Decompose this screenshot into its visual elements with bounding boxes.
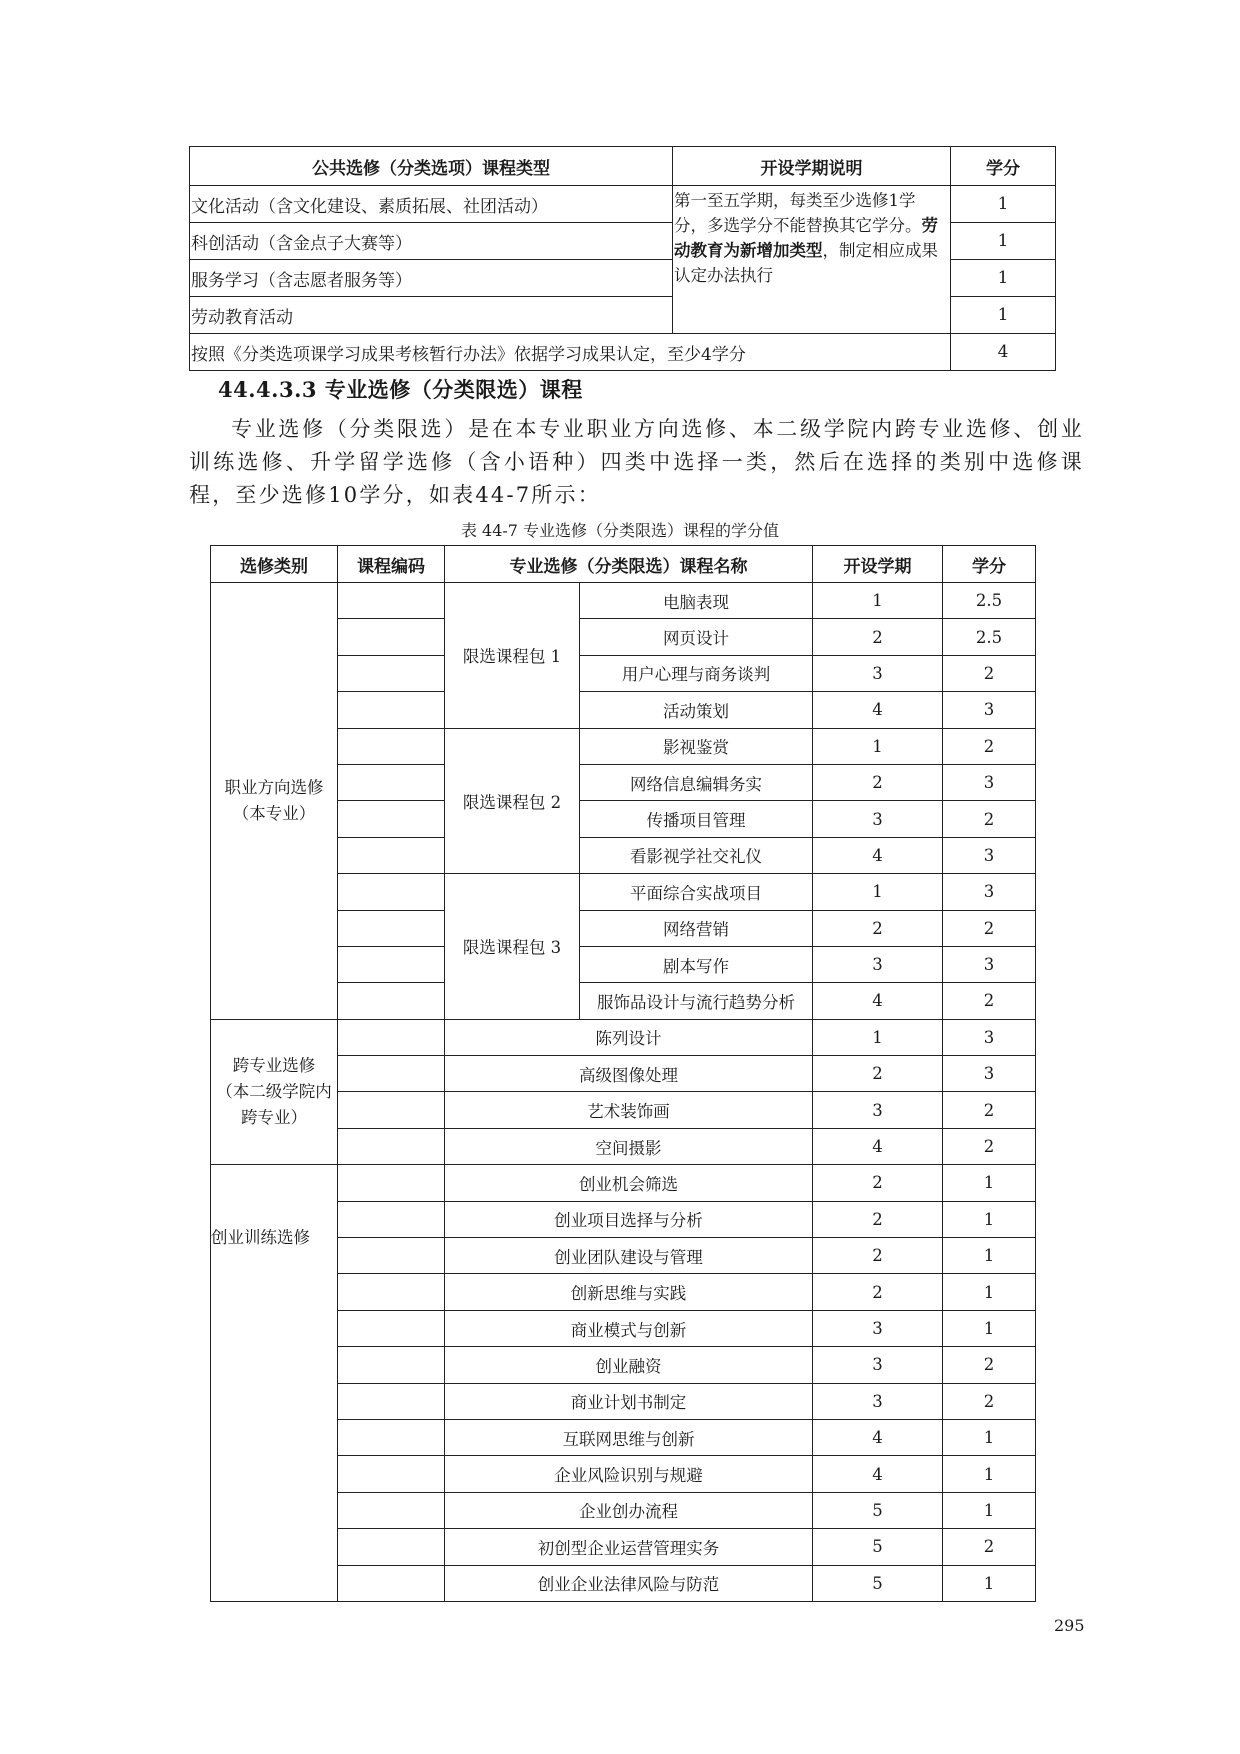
t2-course-name: 网络营销 xyxy=(580,910,813,946)
t2-course-name: 企业风险识别与规避 xyxy=(445,1456,813,1492)
t2-course-name: 商业计划书制定 xyxy=(445,1383,813,1419)
t2-code-cell xyxy=(338,1347,445,1383)
t2-package-label: 限选课程包 1 xyxy=(445,583,580,729)
t2-category-cross-major xyxy=(211,1019,338,1165)
t2-course-name: 网络信息编辑务实 xyxy=(580,764,813,800)
t2-category-cross-major-line2: （本二级学院内跨专业） xyxy=(216,1081,332,1127)
t2-term: 5 xyxy=(813,1492,943,1528)
t2-course-name: 创业机会筛选 xyxy=(445,1165,813,1201)
t2-credit: 1 xyxy=(943,1419,1036,1455)
t2-term: 3 xyxy=(813,1092,943,1128)
t2-term: 1 xyxy=(813,583,943,619)
t2-term: 4 xyxy=(813,1419,943,1455)
t2-credit: 3 xyxy=(943,874,1036,910)
t2-term: 4 xyxy=(813,983,943,1019)
t2-term: 2 xyxy=(813,1056,943,1092)
t2-term: 3 xyxy=(813,946,943,982)
t2-credit: 2 xyxy=(943,983,1036,1019)
t2-code-cell xyxy=(338,1165,445,1201)
t2-course-name: 创业团队建设与管理 xyxy=(445,1238,813,1274)
t2-course-name: 影视鉴赏 xyxy=(580,728,813,764)
t2-credit: 2 xyxy=(943,655,1036,691)
t2-course-name: 传播项目管理 xyxy=(580,801,813,837)
t2-code-cell xyxy=(338,1419,445,1455)
t2-course-name: 艺术装饰画 xyxy=(445,1092,813,1128)
t2-credit: 3 xyxy=(943,946,1036,982)
t1-note-text-2: ，制定相应成果认定办法执行 xyxy=(674,241,938,285)
t2-course-name: 活动策划 xyxy=(580,692,813,728)
t2-code-cell xyxy=(338,1274,445,1310)
t1-credit-cell: 1 xyxy=(951,186,1056,223)
t2-credit: 2 xyxy=(943,1383,1036,1419)
t2-course-name: 用户心理与商务谈判 xyxy=(580,655,813,691)
t2-credit: 3 xyxy=(943,764,1036,800)
t2-credit: 3 xyxy=(943,1019,1036,1055)
t2-category-cross-major-line1: 跨专业选修 xyxy=(232,1055,316,1075)
t1-type-cell: 文化活动（含文化建设、素质拓展、社团活动） xyxy=(190,186,673,223)
t2-term: 2 xyxy=(813,1238,943,1274)
t2-credit: 2 xyxy=(943,910,1036,946)
t2-header-credit: 学分 xyxy=(943,546,1036,583)
page-number: 295 xyxy=(1054,1616,1085,1635)
t2-term: 4 xyxy=(813,692,943,728)
t2-code-cell xyxy=(338,1128,445,1164)
t2-code-cell xyxy=(338,692,445,728)
t2-header-term: 开设学期 xyxy=(813,546,943,583)
t2-code-cell xyxy=(338,764,445,800)
t1-note-bold: 劳动教育为新增加类型 xyxy=(674,216,938,260)
t2-credit: 1 xyxy=(943,1201,1036,1237)
t2-course-name: 电脑表现 xyxy=(580,583,813,619)
t2-credit: 2 xyxy=(943,1347,1036,1383)
t2-course-name: 互联网思维与创新 xyxy=(445,1419,813,1455)
t2-code-cell xyxy=(338,1056,445,1092)
t2-term: 1 xyxy=(813,874,943,910)
t2-term: 5 xyxy=(813,1565,943,1601)
t2-code-cell xyxy=(338,1201,445,1237)
t2-course-name: 空间摄影 xyxy=(445,1128,813,1164)
t2-course-name: 商业模式与创新 xyxy=(445,1310,813,1346)
t2-term: 4 xyxy=(813,837,943,873)
t1-footer-credit: 4 xyxy=(951,334,1056,371)
t2-term: 2 xyxy=(813,910,943,946)
t2-code-cell xyxy=(338,946,445,982)
t2-course-name: 服饰品设计与流行趋势分析 xyxy=(580,983,813,1019)
t2-code-cell xyxy=(338,1565,445,1601)
t2-term: 2 xyxy=(813,764,943,800)
t2-term: 3 xyxy=(813,655,943,691)
t2-credit: 1 xyxy=(943,1565,1036,1601)
t2-course-name: 陈列设计 xyxy=(445,1019,813,1055)
t1-type-cell: 服务学习（含志愿者服务等） xyxy=(190,260,673,297)
t2-term: 2 xyxy=(813,1274,943,1310)
t2-header-category: 选修类别 xyxy=(211,546,338,583)
table-caption: 表 44-7 专业选修（分类限选）课程的学分值 xyxy=(460,521,780,540)
t2-course-name: 创业融资 xyxy=(445,1347,813,1383)
t2-course-name: 看影视学社交礼仪 xyxy=(580,837,813,873)
t1-type-cell: 劳动教育活动 xyxy=(190,297,673,334)
t2-credit: 3 xyxy=(943,837,1036,873)
t2-code-cell xyxy=(338,910,445,946)
t2-course-name: 创业项目选择与分析 xyxy=(445,1201,813,1237)
t2-credit: 1 xyxy=(943,1238,1036,1274)
t2-code-cell xyxy=(338,655,445,691)
t2-code-cell xyxy=(338,1456,445,1492)
t2-term: 1 xyxy=(813,1019,943,1055)
t1-header-term-note: 开设学期说明 xyxy=(673,147,951,186)
t2-credit: 1 xyxy=(943,1274,1036,1310)
t1-header-credit: 学分 xyxy=(951,147,1056,186)
t2-term: 2 xyxy=(813,619,943,655)
t2-course-name: 创新思维与实践 xyxy=(445,1274,813,1310)
t2-course-name: 平面综合实战项目 xyxy=(580,874,813,910)
t2-credit: 3 xyxy=(943,1056,1036,1092)
t1-note-text: 第一至五学期，每类至少选修1学分，多选学分不能替换其它学分。 xyxy=(674,191,922,235)
t2-package-label: 限选课程包 2 xyxy=(445,728,580,874)
t2-term: 3 xyxy=(813,1347,943,1383)
t2-credit: 2.5 xyxy=(943,583,1036,619)
t2-code-cell xyxy=(338,1492,445,1528)
t2-code-cell xyxy=(338,1310,445,1346)
t2-code-cell xyxy=(338,583,445,619)
t1-credit-cell: 1 xyxy=(951,260,1056,297)
t2-credit: 1 xyxy=(943,1165,1036,1201)
t2-credit: 1 xyxy=(943,1456,1036,1492)
t2-code-cell xyxy=(338,619,445,655)
t2-credit: 2 xyxy=(943,728,1036,764)
t2-term: 3 xyxy=(813,801,943,837)
t1-type-cell: 科创活动（含金点子大赛等） xyxy=(190,223,673,260)
t2-course-name: 创业企业法律风险与防范 xyxy=(445,1565,813,1601)
t2-code-cell xyxy=(338,728,445,764)
t2-credit: 2 xyxy=(943,1128,1036,1164)
t2-credit: 1 xyxy=(943,1310,1036,1346)
t2-term: 3 xyxy=(813,1310,943,1346)
section-paragraph: 专业选修（分类限选）是在本专业职业方向选修、本二级学院内跨专业选修、创业训练选修、升学留学选修（含小语种）四类中选择一类，然后在选择的类别中选修课程，至少选修10学分，如表44-7所示： xyxy=(189,417,1084,507)
t2-term: 3 xyxy=(813,1383,943,1419)
t2-term: 1 xyxy=(813,728,943,764)
t2-term: 5 xyxy=(813,1529,943,1565)
t2-course-name: 高级图像处理 xyxy=(445,1056,813,1092)
t1-term-note-cell xyxy=(673,186,951,334)
section-heading: 44.4.3.3 专业选修（分类限选）课程 xyxy=(218,377,583,402)
t2-course-name: 剧本写作 xyxy=(580,946,813,982)
t2-course-name: 企业创办流程 xyxy=(445,1492,813,1528)
t1-credit-cell: 1 xyxy=(951,223,1056,260)
t2-code-cell xyxy=(338,1019,445,1055)
t2-credit: 2.5 xyxy=(943,619,1036,655)
t2-term: 2 xyxy=(813,1201,943,1237)
t2-course-name: 网页设计 xyxy=(580,619,813,655)
professional-elective-table xyxy=(210,545,1036,1602)
t2-credit: 2 xyxy=(943,1092,1036,1128)
t1-credit-cell: 1 xyxy=(951,297,1056,334)
t1-footer-text: 按照《分类选项课学习成果考核暂行办法》依据学习成果认定，至少4学分 xyxy=(190,334,951,371)
t2-credit: 3 xyxy=(943,692,1036,728)
t2-category-career: 职业方向选修（本专业） xyxy=(211,583,338,1020)
t2-code-cell xyxy=(338,1092,445,1128)
t2-term: 4 xyxy=(813,1128,943,1164)
t2-header-course-name: 专业选修（分类限选）课程名称 xyxy=(445,546,813,583)
t2-code-cell xyxy=(338,983,445,1019)
t2-term: 2 xyxy=(813,1165,943,1201)
t1-header-type: 公共选修（分类选项）课程类型 xyxy=(190,147,673,186)
t2-code-cell xyxy=(338,874,445,910)
t2-credit: 2 xyxy=(943,1529,1036,1565)
t2-credit: 2 xyxy=(943,801,1036,837)
t2-course-name: 初创型企业运营管理实务 xyxy=(445,1529,813,1565)
t2-code-cell xyxy=(338,801,445,837)
t2-code-cell xyxy=(338,1238,445,1274)
t2-category-entrepreneurship: 创业训练选修 xyxy=(211,1165,338,1602)
t2-code-cell xyxy=(338,1529,445,1565)
t2-credit: 1 xyxy=(943,1492,1036,1528)
public-elective-table xyxy=(189,146,1056,371)
t2-package-label: 限选课程包 3 xyxy=(445,874,580,1020)
t2-code-cell xyxy=(338,837,445,873)
t2-term: 4 xyxy=(813,1456,943,1492)
t2-code-cell xyxy=(338,1383,445,1419)
t2-header-code: 课程编码 xyxy=(338,546,445,583)
